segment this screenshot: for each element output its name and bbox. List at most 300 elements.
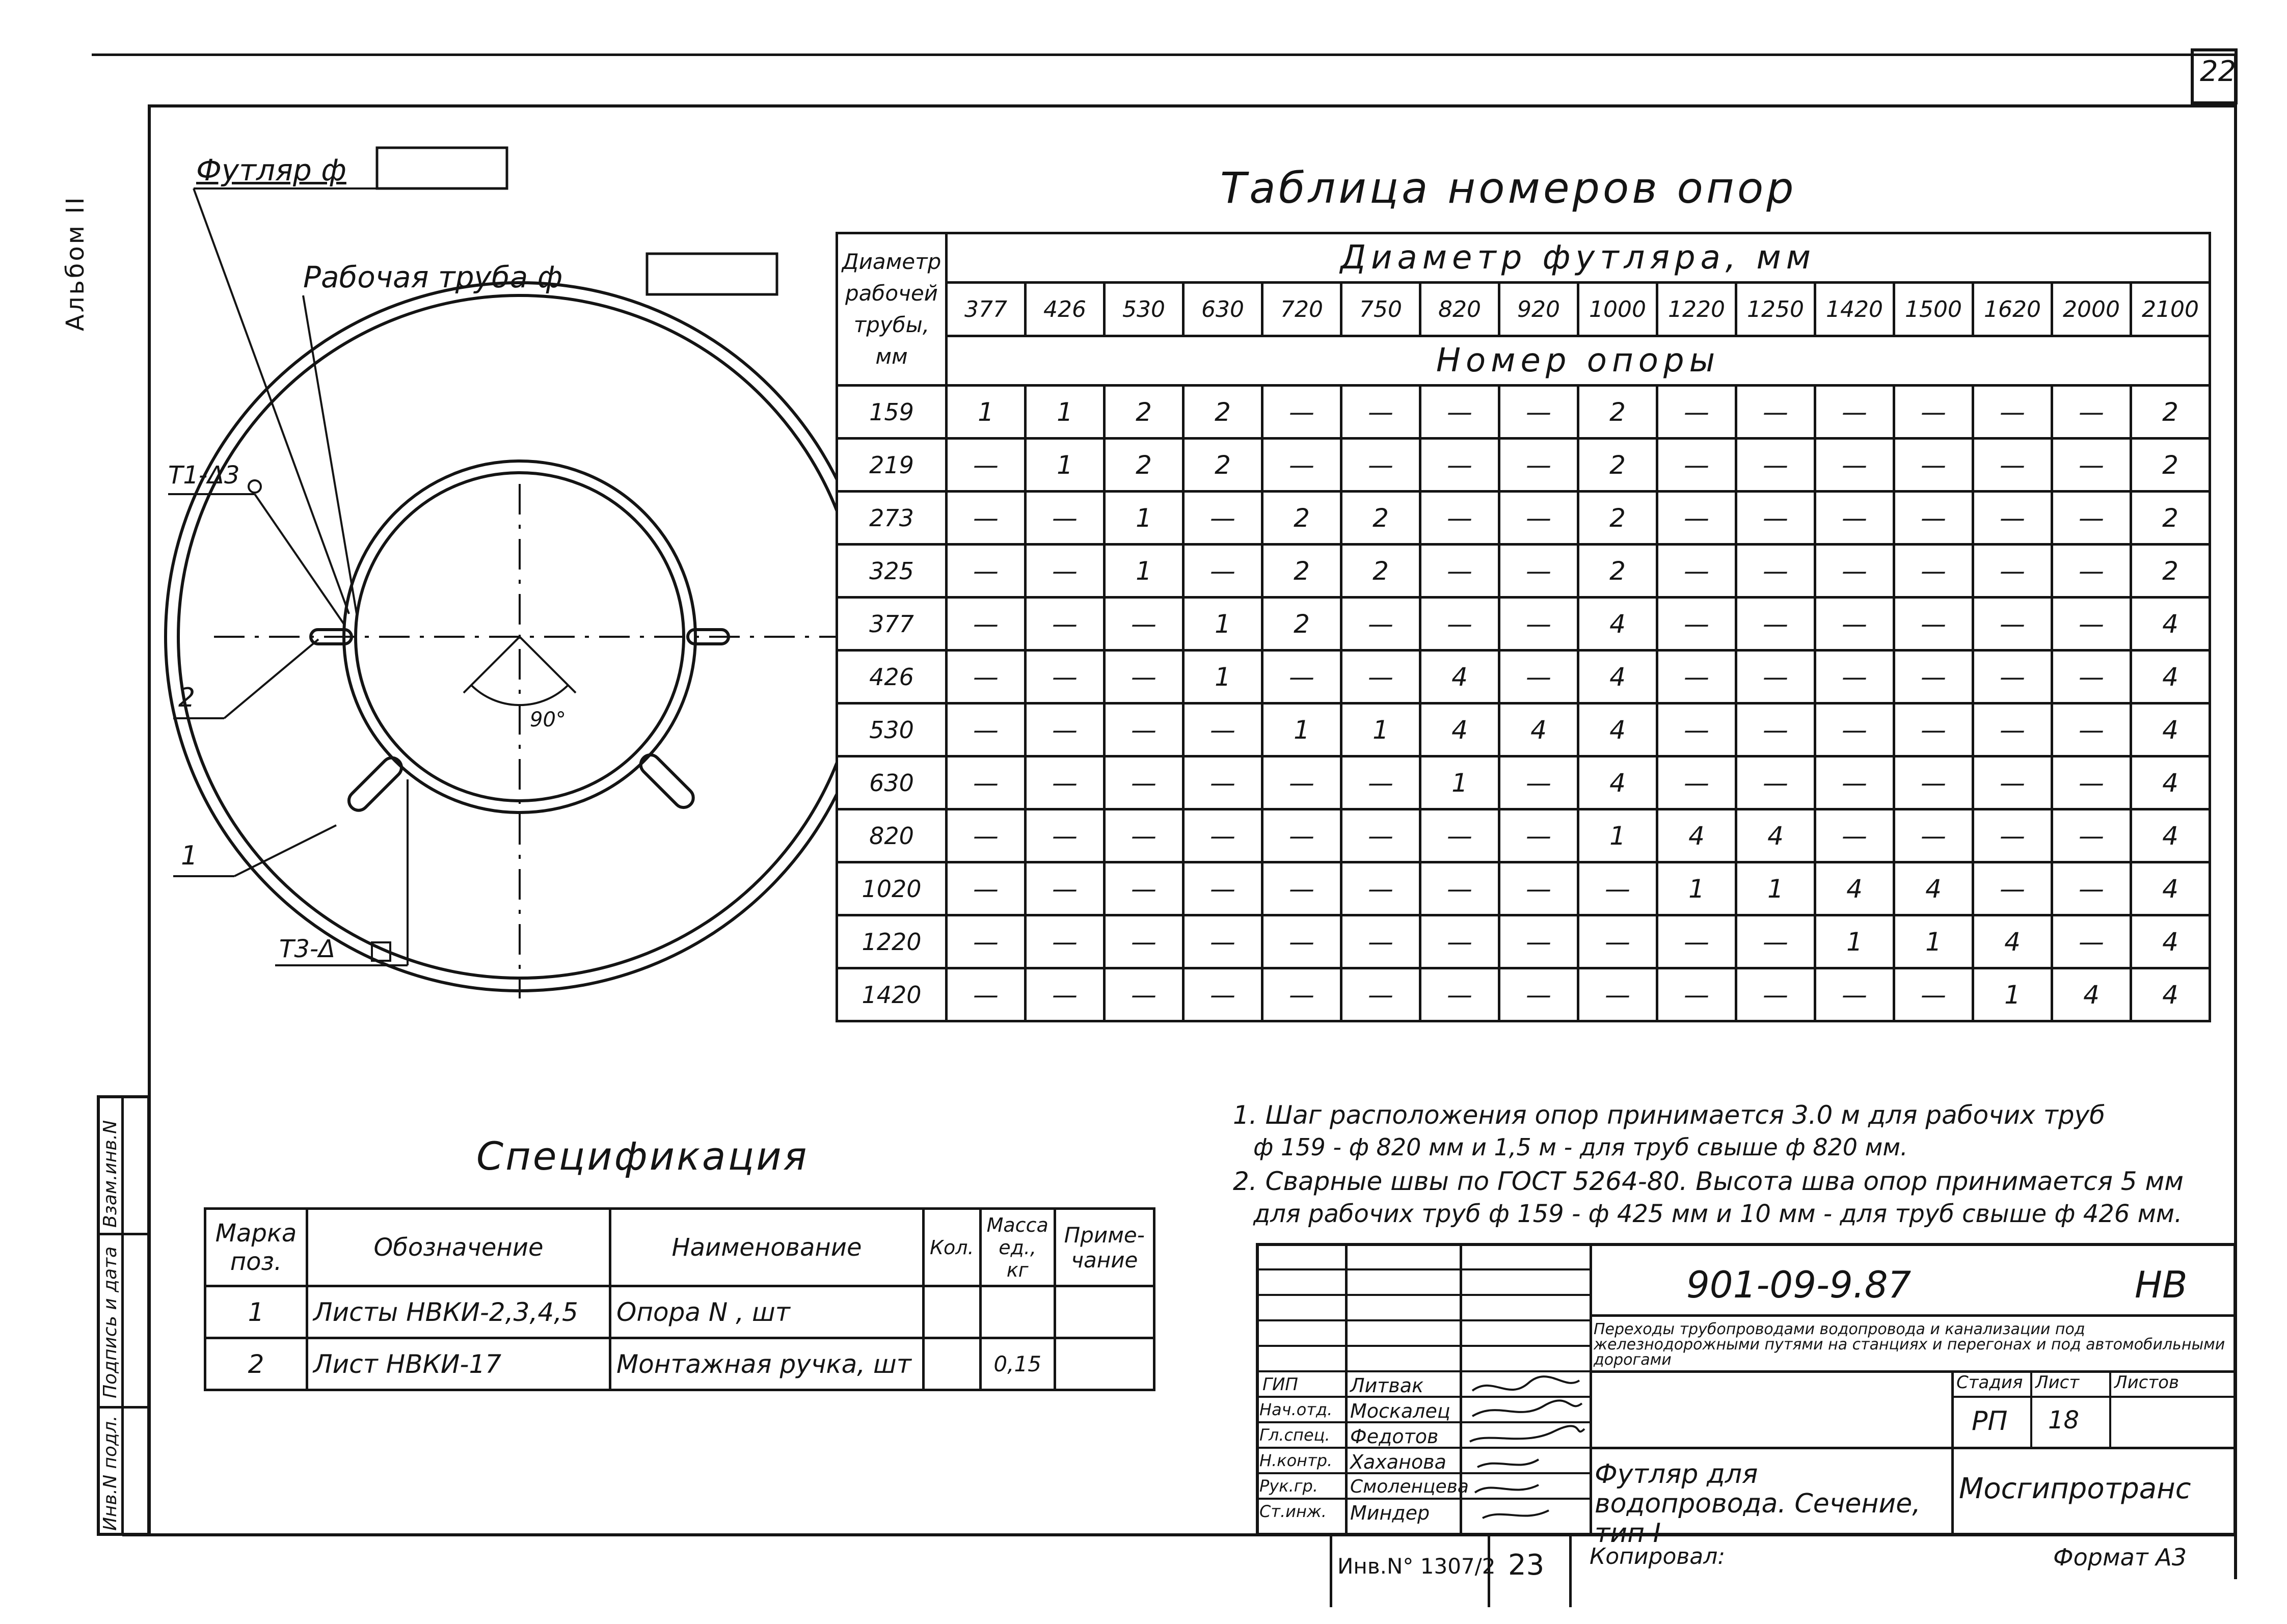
supports-row <box>837 386 2210 439</box>
note-1a: 1. Шаг расположения опор принимается 3.0 м для рабочих труб <box>1233 1100 2105 1130</box>
support-number: 2 <box>1578 545 1657 598</box>
supports-row <box>837 968 2210 1021</box>
supports-row <box>837 651 2210 703</box>
support-number: 4 <box>2131 598 2210 651</box>
tb-person: Хаханова <box>1350 1451 1446 1473</box>
col-diameter: 630 <box>1183 283 1262 336</box>
support-number: 4 <box>2131 703 2210 756</box>
col-diameter: 1420 <box>1815 283 1894 336</box>
row-diameter: 530 <box>837 703 947 756</box>
spec-h-qty: Кол. <box>924 1209 981 1286</box>
support-number: 4 <box>1420 703 1499 756</box>
support-number: 1 <box>1657 862 1736 915</box>
support-number: — <box>2052 386 2131 439</box>
tb-name: Футляр для водопровода. Сечение, тип I <box>1595 1459 1921 1549</box>
support-number: — <box>1657 598 1736 651</box>
support-number: — <box>1262 651 1341 703</box>
support-number: 1 <box>1578 809 1657 862</box>
support-number: — <box>1894 439 1973 492</box>
signatures <box>1462 1370 1590 1533</box>
case-diameter-box <box>377 148 507 188</box>
support-number: 2 <box>1105 386 1183 439</box>
support-number: — <box>1894 703 1973 756</box>
note-1b: ф 159 - ф 820 мм и 1,5 м - для труб свыше ф 820 мм. <box>1253 1133 1908 1161</box>
col-diameter: 750 <box>1341 283 1420 336</box>
support-number: — <box>2052 598 2131 651</box>
support-number: — <box>1736 386 1815 439</box>
support-number: — <box>1499 386 1578 439</box>
supports-row <box>837 703 2210 756</box>
support-number: — <box>1815 756 1894 809</box>
support-number: 4 <box>2131 809 2210 862</box>
supports-table <box>836 232 2211 1022</box>
support-number: — <box>1499 968 1578 1021</box>
support-number: — <box>1973 862 2052 915</box>
support-number: — <box>1815 598 1894 651</box>
col-diameter: 2000 <box>2052 283 2131 336</box>
support-number: — <box>1815 703 1894 756</box>
column-row <box>837 283 2210 336</box>
support-number: 2 <box>1183 439 1262 492</box>
support-number: 1 <box>1894 915 1973 968</box>
support-number: — <box>2052 492 2131 545</box>
support-number: — <box>1262 915 1341 968</box>
support-number: — <box>1105 598 1183 651</box>
support-number: — <box>1973 703 2052 756</box>
support-number: — <box>1973 386 2052 439</box>
support-number: — <box>1341 651 1420 703</box>
support-number: — <box>1341 915 1420 968</box>
support-number: — <box>1894 492 1973 545</box>
angle-arc <box>471 685 568 705</box>
row-diameter: 325 <box>837 545 947 598</box>
supports-row <box>837 756 2210 809</box>
pos2-label: 2 <box>178 683 196 713</box>
support-number: — <box>1815 809 1894 862</box>
sub-header: Номер опоры <box>947 336 2210 386</box>
support-number: — <box>1420 915 1499 968</box>
support-number: — <box>1420 386 1499 439</box>
support-number: 1 <box>1341 703 1420 756</box>
tb-role: Ст.инж. <box>1259 1502 1327 1521</box>
support-number: — <box>1657 386 1736 439</box>
col-diameter: 530 <box>1105 283 1183 336</box>
supports-row <box>837 862 2210 915</box>
tb-role: Н.контр. <box>1259 1451 1333 1470</box>
pos1-label: 1 <box>181 841 198 871</box>
support-number: — <box>947 703 1026 756</box>
support-number: — <box>1657 439 1736 492</box>
col-diameter: 820 <box>1420 283 1499 336</box>
side-stamp-replace: Взам.инв.N <box>100 1120 121 1228</box>
support-number: — <box>1578 915 1657 968</box>
support-number: — <box>1736 439 1815 492</box>
support-number: — <box>1105 703 1183 756</box>
support-number: — <box>1499 915 1578 968</box>
col-diameter: 920 <box>1499 283 1578 336</box>
side-stamp-sep2 <box>97 1406 150 1409</box>
spec-mass <box>980 1286 1055 1338</box>
support-number: — <box>1183 915 1262 968</box>
support-number: 4 <box>2131 756 2210 809</box>
support-number: — <box>1105 862 1183 915</box>
support-number: 4 <box>1894 862 1973 915</box>
support-number: 1 <box>1183 651 1262 703</box>
support-number: — <box>1105 915 1183 968</box>
support-number: 1 <box>1183 598 1262 651</box>
leader-2b <box>224 639 318 718</box>
spec-h-designation: Обозначение <box>307 1209 610 1286</box>
spec-qty <box>924 1338 981 1390</box>
support-number: — <box>1499 598 1578 651</box>
support-number: — <box>1736 545 1815 598</box>
supports-row <box>837 545 2210 598</box>
tb-subject: Переходы трубопроводами водопровода и канализации под железнодорожными путями на станциях и перегонах и под автомобильными дорогами <box>1594 1320 2225 1369</box>
support-number: — <box>947 756 1026 809</box>
col-diameter: 1250 <box>1736 283 1815 336</box>
spec-h-pos: Марка поз. <box>205 1209 307 1286</box>
support-number: — <box>1183 756 1262 809</box>
tb-inv-num: 23 <box>1508 1549 1545 1582</box>
support-number: — <box>947 545 1026 598</box>
support-number: 4 <box>2131 651 2210 703</box>
support-number: — <box>1026 703 1105 756</box>
spec-note <box>1055 1286 1154 1338</box>
supports-table-title: Таблица номеров опор <box>1220 163 1797 213</box>
spec-mass: 0,15 <box>980 1338 1055 1390</box>
support-number: — <box>1499 545 1578 598</box>
tb-role: Рук.гр. <box>1259 1476 1319 1496</box>
support-number: — <box>1420 492 1499 545</box>
support-number: — <box>1183 545 1262 598</box>
support-number: 4 <box>1815 862 1894 915</box>
support-number: 2 <box>1262 598 1341 651</box>
tb-person: Москалец <box>1350 1400 1450 1422</box>
support-number: — <box>1105 809 1183 862</box>
leader-t1b <box>255 494 344 624</box>
spec-designation: Листы НВКИ-2,3,4,5 <box>307 1286 610 1338</box>
support-number: 2 <box>1578 492 1657 545</box>
support-number: — <box>2052 439 2131 492</box>
col-diameter: 720 <box>1262 283 1341 336</box>
spec-table <box>204 1207 1155 1391</box>
support-number: 1 <box>1736 862 1815 915</box>
support-number: — <box>1894 386 1973 439</box>
support-number: — <box>1657 915 1736 968</box>
support-number: 1 <box>1105 545 1183 598</box>
support-number: — <box>1420 862 1499 915</box>
side-stamp-divider <box>121 1095 124 1536</box>
support-number: — <box>1815 651 1894 703</box>
support-number: 4 <box>1973 915 2052 968</box>
support-number: — <box>1973 809 2052 862</box>
support-number: — <box>1894 545 1973 598</box>
support-number: — <box>947 809 1026 862</box>
support-number: — <box>1973 439 2052 492</box>
note-2a: 2. Сварные швы по ГОСТ 5264-80. Высота шва опор принимается 5 мм <box>1233 1167 2184 1196</box>
support-number: — <box>1736 598 1815 651</box>
support-number: — <box>1105 968 1183 1021</box>
support-number: — <box>1026 915 1105 968</box>
row-diameter: 1220 <box>837 915 947 968</box>
spec-name: Опора N , шт <box>610 1286 924 1338</box>
support-number: — <box>1657 492 1736 545</box>
support-number: 1 <box>1973 968 2052 1021</box>
support-number: — <box>1499 756 1578 809</box>
spec-title: Спецификация <box>476 1133 809 1179</box>
leader-case <box>194 188 349 614</box>
support-number: 4 <box>1657 809 1736 862</box>
support-number: — <box>1183 968 1262 1021</box>
support-number: — <box>947 915 1026 968</box>
support-number: — <box>1736 651 1815 703</box>
support-number: — <box>1973 598 2052 651</box>
work-pipe-label: Рабочая труба ф <box>303 260 563 294</box>
support-number: — <box>1499 439 1578 492</box>
support-number: — <box>1499 651 1578 703</box>
col-diameter: 2100 <box>2131 283 2210 336</box>
support-number: 4 <box>1578 756 1657 809</box>
support-number: 1 <box>1262 703 1341 756</box>
support-number: — <box>947 492 1026 545</box>
support-number: — <box>1499 862 1578 915</box>
spec-qty <box>924 1286 981 1338</box>
support-number: — <box>1657 703 1736 756</box>
support-number: — <box>947 862 1026 915</box>
support-number: — <box>1026 809 1105 862</box>
tb-org: Мосгипротранс <box>1959 1472 2191 1505</box>
spec-h-note: Приме-чание <box>1055 1209 1154 1286</box>
col-diameter: 377 <box>947 283 1026 336</box>
support-number: — <box>1262 439 1341 492</box>
support-number: — <box>1894 968 1973 1021</box>
support-number: — <box>1341 968 1420 1021</box>
tb-person: Литвак <box>1350 1374 1424 1397</box>
tb-stage: РП <box>1972 1406 2008 1437</box>
side-stamp-sign: Подпись и дата <box>100 1246 121 1398</box>
support-number: — <box>1262 756 1341 809</box>
support-number: — <box>1183 703 1262 756</box>
support-number: — <box>1105 756 1183 809</box>
support-number: — <box>2052 651 2131 703</box>
support-number: 4 <box>1736 809 1815 862</box>
support-number: — <box>947 598 1026 651</box>
support-number: — <box>1578 968 1657 1021</box>
support-number: — <box>1262 968 1341 1021</box>
support-number: — <box>1499 492 1578 545</box>
supports-row <box>837 915 2210 968</box>
support-number: 1 <box>1420 756 1499 809</box>
support-number: — <box>1262 809 1341 862</box>
spec-row <box>205 1338 1154 1390</box>
supports-row <box>837 809 2210 862</box>
support-number: — <box>1026 598 1105 651</box>
tb-code: 901-09-9.87 <box>1686 1263 1912 1306</box>
support-number: — <box>1341 386 1420 439</box>
row-diameter: 377 <box>837 598 947 651</box>
support-number: 2 <box>2131 386 2210 439</box>
col-diameter: 1500 <box>1894 283 1973 336</box>
support-number: 1 <box>947 386 1026 439</box>
row-diameter: 1420 <box>837 968 947 1021</box>
support-number: 2 <box>1105 439 1183 492</box>
support-number: 2 <box>1183 386 1262 439</box>
tb-role: Гл.спец. <box>1259 1425 1330 1445</box>
col-header: Диаметр футляра, мм <box>947 233 2210 283</box>
leader-work <box>303 295 357 614</box>
support-number: 2 <box>2131 545 2210 598</box>
spec-note <box>1055 1338 1154 1390</box>
tb-code-suffix: НВ <box>2135 1263 2188 1306</box>
weld-t1-label: Т1-Δ3 <box>168 461 240 490</box>
note-2b: для рабочих труб ф 159 - ф 425 мм и 10 мм - для труб свыше ф 426 мм. <box>1253 1200 2183 1228</box>
support-number: 4 <box>2131 862 2210 915</box>
row-diameter: 273 <box>837 492 947 545</box>
support-number: — <box>1341 598 1420 651</box>
case-label: Футляр ф <box>196 153 346 187</box>
sheet-number: 22 <box>2200 55 2237 88</box>
support-number: — <box>1026 651 1105 703</box>
support-number: — <box>1657 545 1736 598</box>
support-number: 2 <box>1262 545 1341 598</box>
tb-sheet-h: Лист <box>2035 1372 2080 1393</box>
support-number: — <box>1499 809 1578 862</box>
angle-label: 90° <box>530 708 566 732</box>
spec-h-mass: Масса ед., кг <box>980 1209 1055 1286</box>
support-number: — <box>1973 756 2052 809</box>
support-number: — <box>1262 386 1341 439</box>
support-number: — <box>1736 492 1815 545</box>
support-number: 4 <box>1578 651 1657 703</box>
row-header: Диаметр рабочей трубы, мм <box>837 233 947 386</box>
support-number: — <box>1420 809 1499 862</box>
support-number: — <box>1815 545 1894 598</box>
tb-role: Нач.отд. <box>1259 1400 1333 1419</box>
col-diameter: 1620 <box>1973 283 2052 336</box>
support-number: — <box>1026 492 1105 545</box>
support-number: — <box>2052 862 2131 915</box>
support-number: — <box>1341 439 1420 492</box>
spec-name: Монтажная ручка, шт <box>610 1338 924 1390</box>
spec-designation: Лист НВКИ-17 <box>307 1338 610 1390</box>
support-number: 4 <box>1578 598 1657 651</box>
support-number: — <box>947 439 1026 492</box>
tb-stage-h: Стадия <box>1956 1372 2023 1393</box>
row-diameter: 159 <box>837 386 947 439</box>
support-number: — <box>947 651 1026 703</box>
support-number: — <box>1657 651 1736 703</box>
leader-1b <box>234 825 336 876</box>
row-diameter: 219 <box>837 439 947 492</box>
support-number: — <box>1341 862 1420 915</box>
support-number: — <box>1736 703 1815 756</box>
support-number: — <box>2052 545 2131 598</box>
support-number: — <box>1420 545 1499 598</box>
support-number: 2 <box>1262 492 1341 545</box>
side-stamp-inv: Инв.N подл. <box>100 1415 121 1531</box>
support-number: 1 <box>1815 915 1894 968</box>
supports-row <box>837 439 2210 492</box>
support-number: 2 <box>1341 492 1420 545</box>
support-number: — <box>1262 862 1341 915</box>
tb-copied: Копировал: <box>1590 1544 1726 1569</box>
support-number: — <box>1894 651 1973 703</box>
supports-body <box>837 386 2210 1021</box>
support-number: — <box>1736 915 1815 968</box>
tb-person: Смоленцева <box>1350 1476 1469 1497</box>
support-number: — <box>1657 756 1736 809</box>
supports-row <box>837 492 2210 545</box>
support-number: — <box>1894 756 1973 809</box>
tb-format: Формат А3 <box>2053 1544 2187 1571</box>
tb-person: Федотов <box>1350 1425 1439 1448</box>
support-number: 1 <box>1105 492 1183 545</box>
row-diameter: 426 <box>837 651 947 703</box>
support-number: — <box>1815 492 1894 545</box>
support-number: — <box>1420 598 1499 651</box>
col-diameter: 1220 <box>1657 283 1736 336</box>
support-number: 2 <box>1578 386 1657 439</box>
section-drawing <box>0 0 836 1070</box>
support-number: — <box>2052 756 2131 809</box>
side-stamp-sep1 <box>97 1233 150 1235</box>
support-number: — <box>1105 651 1183 703</box>
support-number: 4 <box>1499 703 1578 756</box>
tb-sheets-h: Листов <box>2114 1372 2180 1393</box>
support-number: — <box>1973 492 2052 545</box>
spec-pos: 1 <box>205 1286 307 1338</box>
support-number: — <box>947 968 1026 1021</box>
col-diameter: 1000 <box>1578 283 1657 336</box>
support-number: 4 <box>2131 968 2210 1021</box>
support-number: — <box>1341 809 1420 862</box>
support-number: — <box>2052 809 2131 862</box>
support-number: 1 <box>1026 439 1105 492</box>
spec-row <box>205 1286 1154 1338</box>
spec-h-name: Наименование <box>610 1209 924 1286</box>
support-number: — <box>1973 545 2052 598</box>
support-number: — <box>1815 968 1894 1021</box>
support-number: — <box>1026 545 1105 598</box>
row-diameter: 630 <box>837 756 947 809</box>
spec-pos: 2 <box>205 1338 307 1390</box>
row-diameter: 820 <box>837 809 947 862</box>
album-label: Альбом II <box>61 195 90 331</box>
weld-t3-label: Т3-Δ <box>279 935 336 963</box>
support-number: — <box>2052 703 2131 756</box>
support-number: — <box>1894 598 1973 651</box>
tb-person: Миндер <box>1350 1502 1430 1524</box>
work-diameter-box <box>647 254 777 294</box>
support-number: 4 <box>1578 703 1657 756</box>
support-number: — <box>2052 915 2131 968</box>
support-number: — <box>1183 862 1262 915</box>
tb-inv: Инв.N° 1307/2 <box>1337 1554 1496 1579</box>
support-number: — <box>1578 862 1657 915</box>
row-diameter: 1020 <box>837 862 947 915</box>
support-number: — <box>1183 492 1262 545</box>
support-number: 4 <box>1420 651 1499 703</box>
col-diameter: 426 <box>1026 283 1105 336</box>
support-number: 2 <box>2131 439 2210 492</box>
support-number: 4 <box>2131 915 2210 968</box>
support-number: — <box>1736 968 1815 1021</box>
support-number: — <box>1183 809 1262 862</box>
support-number: — <box>1815 439 1894 492</box>
support-number: — <box>1026 968 1105 1021</box>
support-number: 4 <box>2052 968 2131 1021</box>
support-number: 2 <box>1341 545 1420 598</box>
